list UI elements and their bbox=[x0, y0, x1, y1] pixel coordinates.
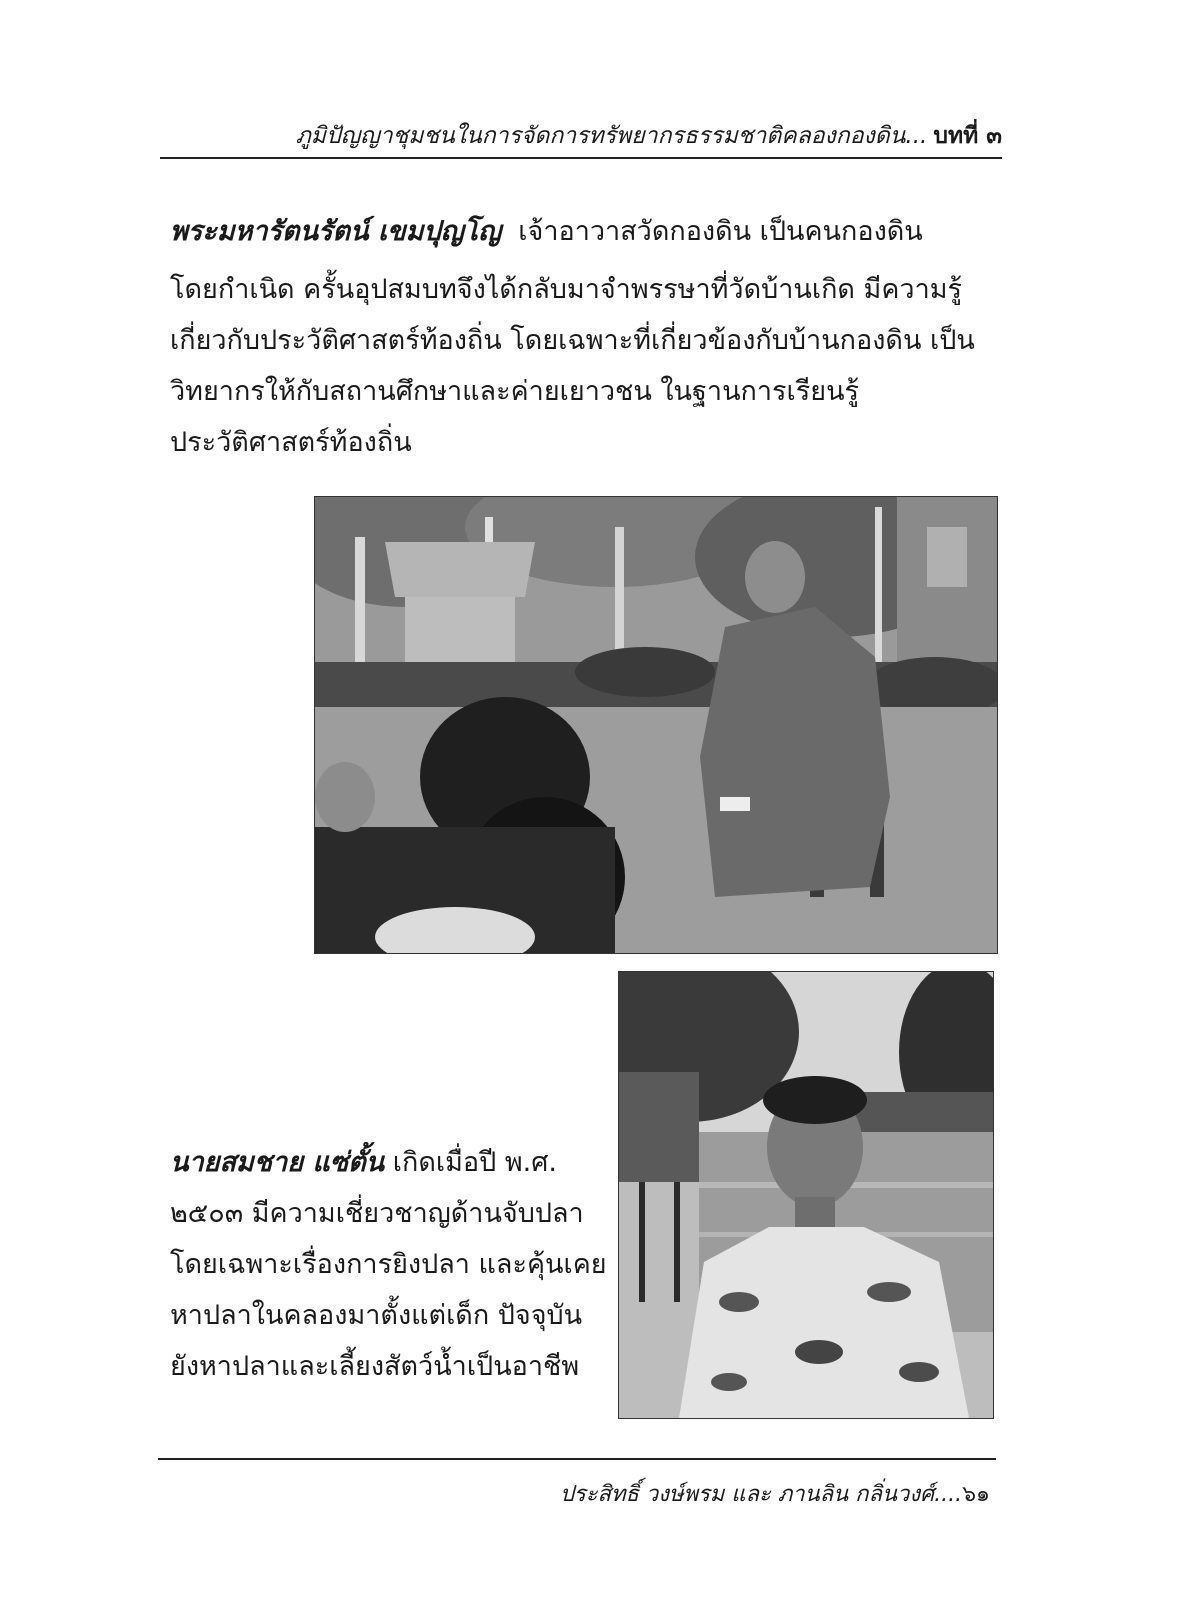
monk-bio-line-4: วิทยากรให้กับสถานศึกษาและค่ายเยาวชน ในฐานการเรียนรู้ bbox=[170, 376, 860, 407]
monk-bio-line-5: ประวัติศาสตร์ท้องถิ่น bbox=[170, 427, 412, 458]
running-header bbox=[160, 118, 1002, 154]
monk-bio-text: เจ้าอาวาสวัดกองดิน เป็นคนกองดิน bbox=[518, 216, 923, 247]
footer-authors: ประสิทธิ์ วงษ์พรม และ ภานลิน กลิ่นวงศ์.... bbox=[559, 1482, 963, 1507]
running-footer bbox=[160, 1476, 990, 1511]
page-number: ๖๑ bbox=[962, 1482, 990, 1507]
monk-photo-image bbox=[315, 497, 997, 953]
monk-bio-line-2: โดยกำเนิด ครั้นอุปสมบทจึงได้กลับมาจำพรรษาที่วัดบ้านเกิด มีความรู้ bbox=[170, 274, 963, 305]
running-title: ภูมิปัญญาชุมชนในการจัดการทรัพยากรธรรมชาติคลองกองดิน... bbox=[295, 123, 928, 149]
monk-photo bbox=[314, 496, 998, 954]
footer-rule bbox=[158, 1458, 996, 1460]
chapter-label: บทที่ ๓ bbox=[933, 123, 1002, 149]
monk-bio-line-1 bbox=[170, 206, 923, 257]
fisherman-photo-image bbox=[619, 972, 993, 1418]
header-rule bbox=[160, 157, 1002, 159]
fisherman-bio-line-4: หาปลาในคลองมาตั้งแต่เด็ก ปัจจุบัน bbox=[170, 1300, 583, 1331]
fisherman-bio-text: เกิดเมื่อปี พ.ศ. bbox=[392, 1147, 557, 1178]
fisherman-name: นายสมชาย แซ่ตั้น bbox=[170, 1147, 385, 1178]
fisherman-bio-line-5: ยังหาปลาและเลี้ยงสัตว์น้ำเป็นอาชีพ bbox=[170, 1351, 580, 1382]
fisherman-bio-line-1 bbox=[170, 1137, 557, 1188]
monk-name: พระมหารัตนรัตน์ เขมปุญโญ bbox=[170, 216, 502, 247]
fisherman-photo bbox=[618, 971, 994, 1419]
fisherman-bio-line-3: โดยเฉพาะเรื่องการยิงปลา และคุ้นเคย bbox=[170, 1249, 607, 1280]
monk-bio-line-3: เกี่ยวกับประวัติศาสตร์ท้องถิ่น โดยเฉพาะที่เกี่ยวข้องกับบ้านกองดิน เป็น bbox=[170, 325, 975, 356]
fisherman-bio-line-2: ๒๕๐๓ มีความเชี่ยวชาญด้านจับปลา bbox=[170, 1198, 584, 1229]
